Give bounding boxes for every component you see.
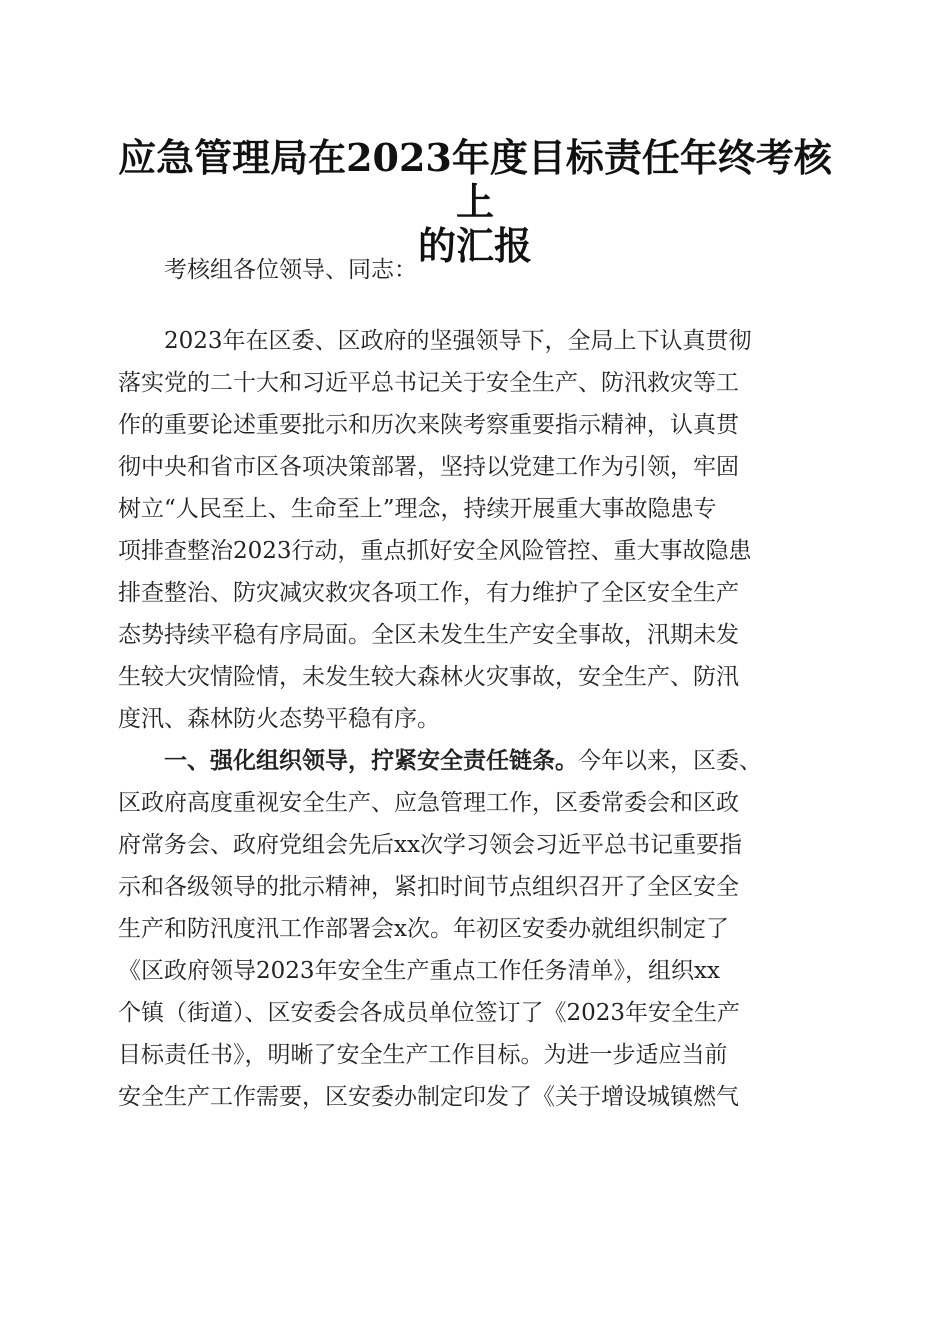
document-title xyxy=(100,136,850,268)
salutation: 考核组各位领导、同志： xyxy=(164,257,417,283)
para1-line: 项排查整治2023行动，重点抓好安全风险管控、重大事故隐患 xyxy=(118,538,752,564)
para2-line: 区政府高度重视安全生产、应急管理工作，区委常委会和区政 xyxy=(118,790,739,816)
para2-first-rest: 今年以来，区委、 xyxy=(578,748,762,774)
para1-line: 态势持续平稳有序局面。全区未发生生产安全事故，汛期未发 xyxy=(118,622,739,648)
para2-line: 示和各级领导的批示精神，紧扣时间节点组织召开了全区安全 xyxy=(118,874,739,900)
para1-line: 彻中央和省市区各项决策部署，坚持以党建工作为引领，牢固 xyxy=(118,454,739,480)
para1-line: 2023年在区委、区政府的坚强领导下，全局上下认真贯彻 xyxy=(164,328,752,354)
para2-line: 《区政府领导2023年安全生产重点工作任务清单》，组织xx xyxy=(118,958,720,984)
para2-first-line xyxy=(164,746,762,776)
title-line-2: 的汇报 xyxy=(417,223,532,268)
para1-line: 生较大灾情险情，未发生较大森林火灾事故，安全生产、防汛 xyxy=(118,664,739,690)
para2-line: 生产和防汛度汛工作部署会x次。年初区安委办就组织制定了 xyxy=(118,916,729,942)
para2-line: 府常务会、政府党组会先后xx次学习领会习近平总书记重要指 xyxy=(118,832,742,858)
para1-line: 树立“人民至上、生命至上”理念，持续开展重大事故隐患专 xyxy=(118,496,717,522)
para1-line: 排查整治、防灾减灾救灾各项工作，有力维护了全区安全生产 xyxy=(118,580,739,606)
para1-line: 作的重要论述重要批示和历次来陕考察重要指示精神，认真贯 xyxy=(118,412,739,438)
para2-line: 安全生产工作需要，区安委办制定印发了《关于增设城镇燃气 xyxy=(118,1084,739,1110)
para2-line: 目标责任书》，明晰了安全生产工作目标。为进一步适应当前 xyxy=(118,1042,728,1068)
para1-line: 度汛、森林防火态势平稳有序。 xyxy=(118,706,440,732)
para2-line: 个镇（街道）、区安委会各成员单位签订了《2023年安全生产 xyxy=(118,1000,741,1026)
para1-line: 落实党的二十大和习近平总书记关于安全生产、防汛救灾等工 xyxy=(118,370,739,396)
title-line-1: 应急管理局在2023年度目标责任年终考核上 xyxy=(118,135,832,224)
section-heading: 一、强化组织领导，拧紧安全责任链条。 xyxy=(164,748,578,774)
